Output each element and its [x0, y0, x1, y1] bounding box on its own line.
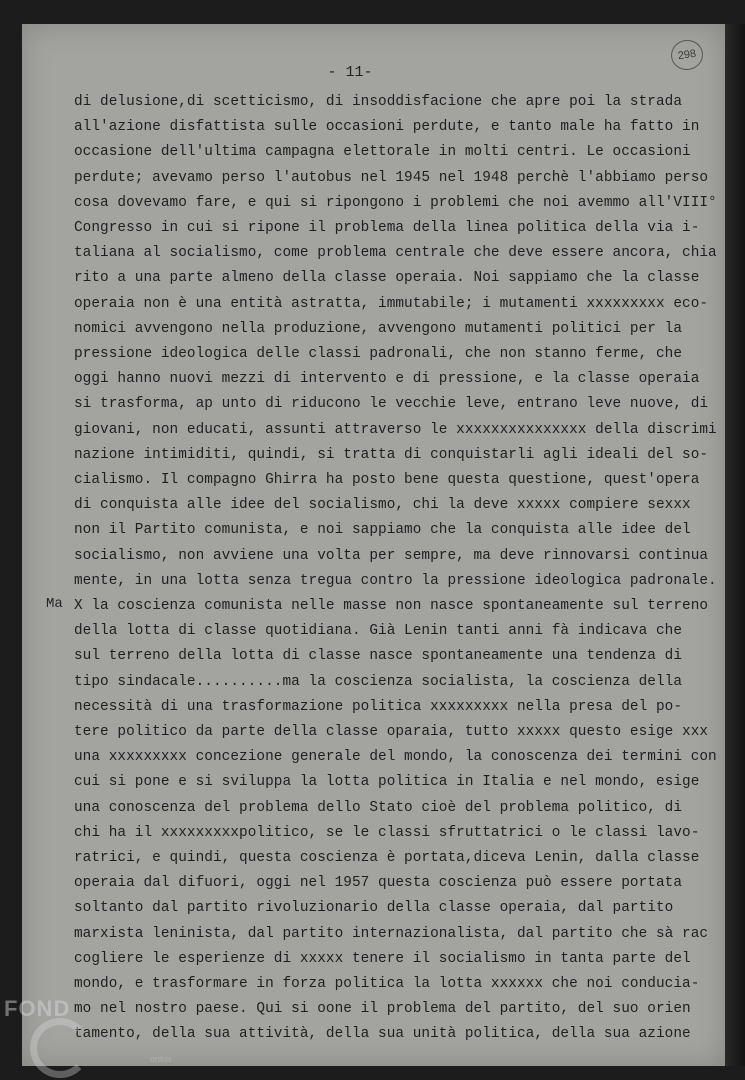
text-line: all'azione disfattista sulle occasioni perdute, e tanto male ha fatto in [74, 119, 700, 136]
text-line: della lotta di classe quotidiana. Già Lenin tanti anni fà indicava che [74, 623, 683, 640]
text-line: Congresso in cui si ripone il problema della linea politica della via i- [74, 220, 700, 236]
text-line: occasione dell'ultima campagna elettorale in molti centri. Le occasioni [74, 144, 691, 161]
watermark [0, 996, 200, 1080]
text-line: sul terreno della lotta di classe nasce spontaneamente una tendenza di [74, 648, 683, 665]
text-line: giovani, non educati, assunti attraverso le xxxxxxxxxxxxxxx della discrimi [74, 421, 717, 438]
text-line: ratrici, e quindi, questa coscienza è portata,diceva Lenin, dalla classe [74, 850, 700, 866]
text-line: operaia non è una entità astratta, immutabile; i mutamenti xxxxxxxxx eco- [74, 295, 709, 312]
text-line: mondo, e trasformare in forza politica la lotta xxxxxx che noi conducia- [74, 976, 700, 992]
text-line: taliana al socialismo, come problema centrale che deve essere ancora, chia [74, 245, 717, 262]
text-line: nazione intimiditi, quindi, si tratta di conquistarli agli ideali del so- [74, 446, 709, 463]
text-line: di conquista alle idee del socialismo, chi la deve xxxxx compiere sexxx [74, 497, 691, 514]
text-line: necessità di una trasformazione politica xxxxxxxxx nella presa del po- [74, 698, 683, 715]
text-line: pressione ideologica delle classi padronali, che non stanno ferme, che [74, 346, 683, 362]
archive-number: 298 [677, 47, 697, 63]
watermark-logo-icon [30, 1018, 90, 1078]
text-line: X la coscienza comunista nelle masse non nasce spontaneamente sul terreno [74, 598, 709, 614]
text-line: si trasforma, ap unto di riducono le vecchie leve, entrano leve nuove, di [74, 396, 709, 413]
text-line: socialismo, non avviene una volta per sempre, ma deve rinnovarsi continua [74, 547, 709, 564]
text-line: cogliere le esperienze di xxxxx tenere il socialismo in tanta parte del [74, 950, 691, 967]
text-line: tipo sindacale..........ma la coscienza socialista, la coscienza della [74, 673, 683, 690]
text-line: cosa dovevamo fare, e qui si ripongono i problemi che noi avemmo all'VIII° [74, 194, 717, 211]
text-line: marxista leninista, dal partito internazionalista, dal partito che sà rac [74, 925, 709, 942]
margin-note: Ma [46, 596, 63, 612]
watermark-text: FOND [4, 996, 71, 1021]
text-line: mente, in una lotta senza tregua contro la pressione ideologica padronale. [74, 572, 717, 589]
text-line: tamento, della sua attività, della sua unità politica, della sua azione [74, 1026, 691, 1043]
text-line: di delusione,di scetticismo, di insoddisfacione che apre poi la strada [74, 94, 683, 110]
text-line: chi ha il xxxxxxxxxpolitico, se le classi sfruttatrici o le classi lavo- [74, 824, 700, 841]
text-line: oggi hanno nuovi mezzi di intervento e di pressione, e la classe operaia [74, 371, 700, 388]
text-line: cui si pone e si sviluppa la lotta politica in Italia e nel mondo, esige [74, 774, 700, 791]
watermark-subtext: onlus [150, 1054, 172, 1064]
text-line: operaia dal difuori, oggi nel 1957 questa coscienza può essere portata [74, 875, 683, 892]
text-line: nomici avvengono nella produzione, avvengono mutamenti politici per la [74, 320, 683, 337]
text-line: tere politico da parte della classe oparaia, tutto xxxxx questo esige xxx [74, 724, 709, 740]
text-line: non il Partito comunista, e noi sappiamo che la conquista alle idee del [74, 522, 691, 539]
text-line: rito a una parte almeno della classe operaia. Noi sappiamo che la classe [74, 270, 700, 287]
text-line: una xxxxxxxxx concezione generale del mondo, la conoscenza dei termini con [74, 749, 717, 766]
page-number: - 11- [327, 64, 373, 81]
text-line: perdute; avevamo perso l'autobus nel 1945 nel 1948 perchè l'abbiamo perso [74, 169, 709, 186]
text-line: una conoscenza del problema dello Stato cioè del problema politico, di [74, 799, 683, 816]
text-line: mo nel nostro paese. Qui si oone il problema del partito, del suo orien [74, 1001, 691, 1018]
text-line: cialismo. Il compagno Ghirra ha posto bene questa questione, quest'opera [74, 472, 700, 488]
page-edge-shadow [725, 24, 745, 1066]
text-line: soltanto dal partito rivoluzionario della classe operaia, dal partito [74, 900, 674, 917]
